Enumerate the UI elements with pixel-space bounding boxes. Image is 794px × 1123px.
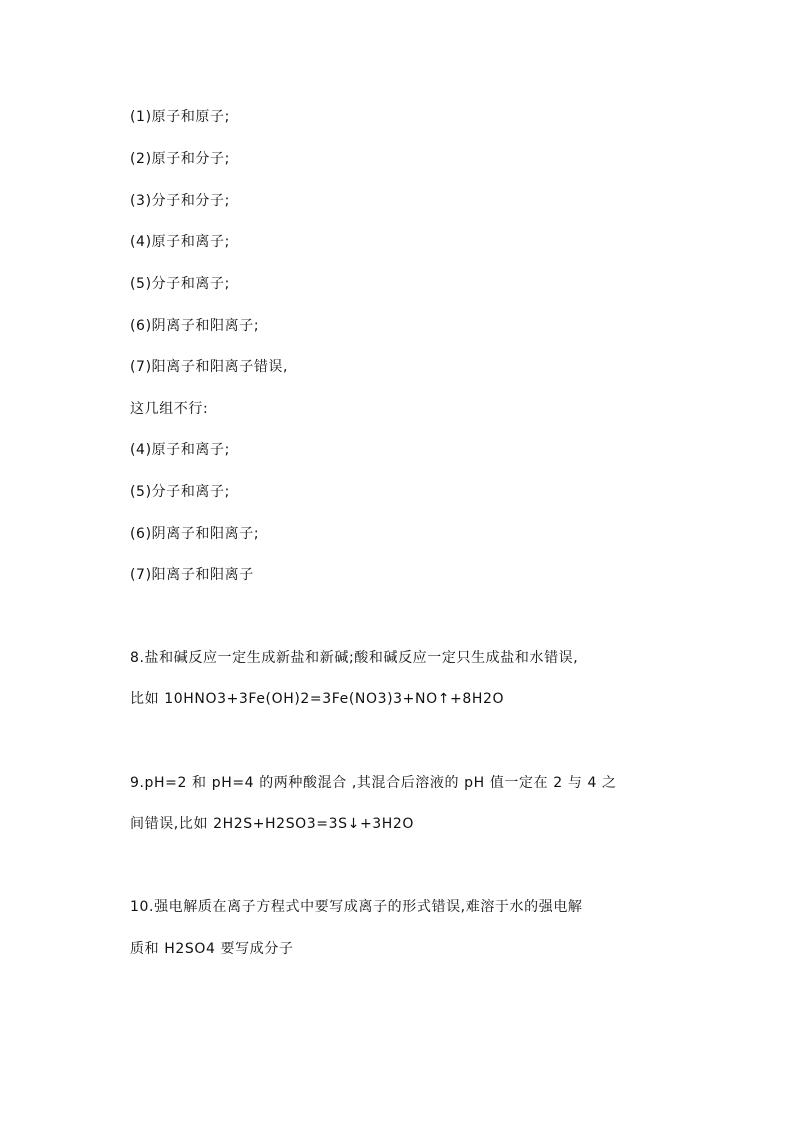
text-line-6: (6)阴离子和阳离子; bbox=[130, 318, 260, 334]
text-line-2: (2)原子和分子; bbox=[130, 151, 230, 167]
text-line-18: 质和 H2SO4 要写成分子 bbox=[130, 941, 294, 957]
text-line-17: 10.强电解质在离子方程式中要写成离子的形式错误,难溶于水的强电解 bbox=[130, 899, 583, 915]
text-line-8: 这几组不行: bbox=[130, 401, 209, 417]
text-line-9: (4)原子和离子; bbox=[130, 442, 230, 458]
text-line-16: 间错误,比如 2H2S+H2SO3=3S↓+3H2O bbox=[130, 816, 415, 832]
text-line-5: (5)分子和离子; bbox=[130, 276, 230, 292]
text-line-7: (7)阳离子和阳离子错误, bbox=[130, 359, 289, 375]
text-line-11: (6)阴离子和阳离子; bbox=[130, 526, 260, 542]
text-line-3: (3)分子和分子; bbox=[130, 193, 230, 209]
text-line-1: (1)原子和原子; bbox=[130, 109, 230, 125]
text-line-15: 9.pH=2 和 pH=4 的两种酸混合 ,其混合后溶液的 pH 值一定在 2 与 4 之 bbox=[130, 775, 617, 791]
text-line-12: (7)阳离子和阳离子 bbox=[130, 567, 254, 583]
text-line-14: 比如 10HNO3+3Fe(OH)2=3Fe(NO3)3+NO↑+8H2O bbox=[130, 691, 505, 707]
text-line-4: (4)原子和离子; bbox=[130, 234, 230, 250]
text-line-13: 8.盐和碱反应一定生成新盐和新碱;酸和碱反应一定只生成盐和水错误, bbox=[130, 650, 579, 666]
text-line-10: (5)分子和离子; bbox=[130, 484, 230, 500]
